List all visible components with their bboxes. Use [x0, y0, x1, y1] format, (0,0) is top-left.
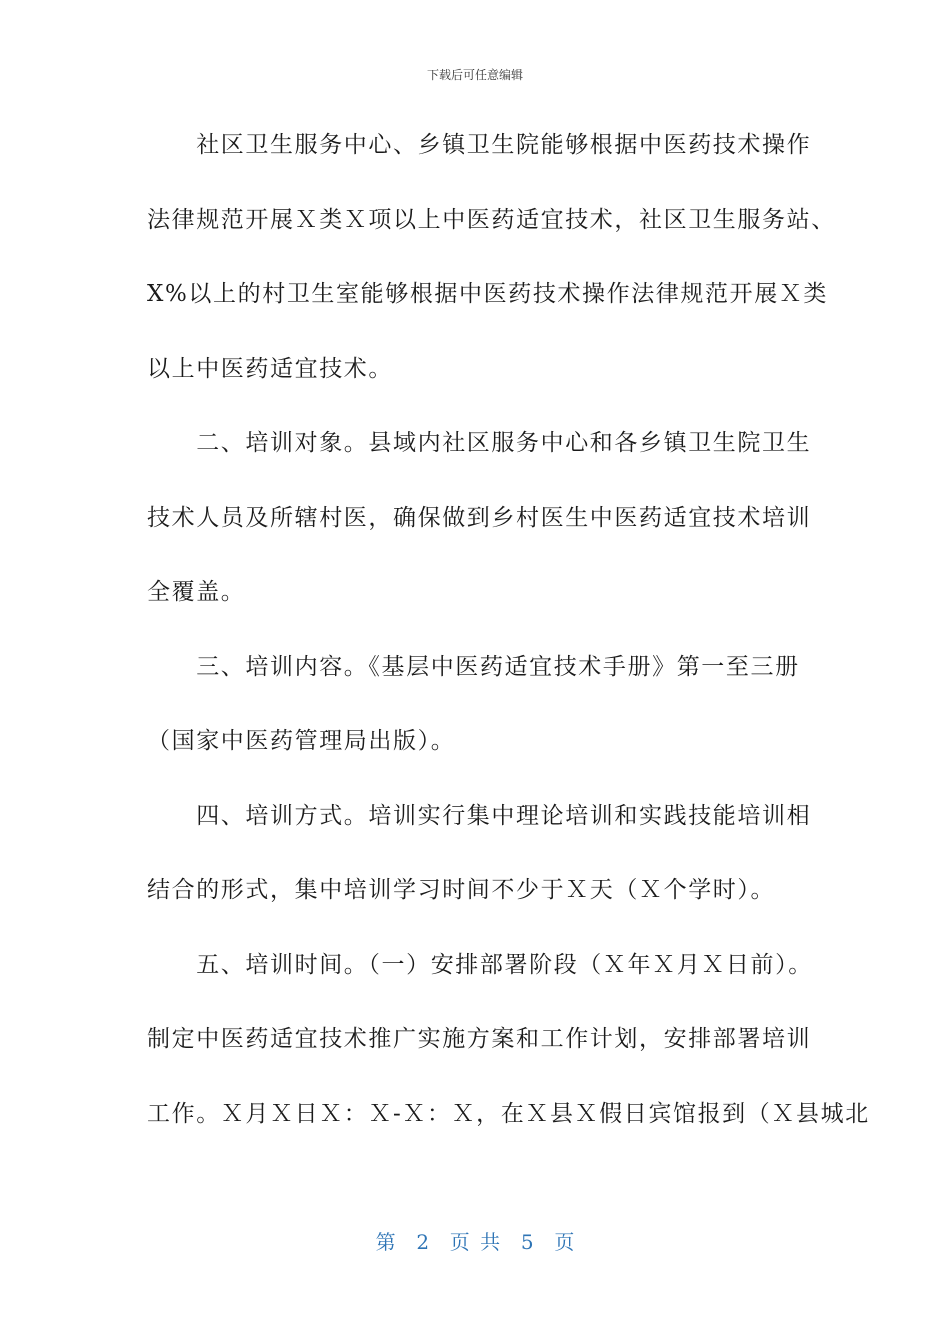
body-line: X%以上的村卫生室能够根据中医药技术操作法律规范开展Ｘ类: [147, 281, 829, 307]
body-line: （国家中医药管理局出版）。: [147, 728, 456, 754]
body-line: 全覆盖。: [147, 579, 246, 605]
page-number-label: 第 2 页 共 5 页: [375, 1230, 575, 1254]
body-line: 工作。Ｘ月Ｘ日Ｘ：Ｘ-Ｘ：Ｘ，在Ｘ县Ｘ假日宾馆报到（Ｘ县城北: [147, 1100, 870, 1127]
header-note: 下载后可任意编辑: [426, 68, 523, 82]
body-line: 社区卫生服务中心、乡镇卫生院能够根据中医药技术操作: [147, 132, 812, 158]
body-line: 五、培训时间。（一）安排部署阶段（Ｘ年Ｘ月Ｘ日前）。: [147, 951, 813, 978]
document-body: [147, 126, 870, 1169]
body-line: 技术人员及所辖村医，确保做到乡村医生中医药适宜技术培训: [147, 504, 812, 531]
body-line: 四、培训方式。培训实行集中理论培训和实践技能培训相: [147, 802, 812, 829]
body-line: 制定中医药适宜技术推广实施方案和工作计划，安排部署培训: [147, 1026, 812, 1052]
body-line: 以上中医药适宜技术。: [147, 355, 393, 382]
body-line: 三、培训内容。《基层中医药适宜技术手册》第一至三册: [147, 653, 800, 680]
body-line: 二、培训对象。县域内社区服务中心和各乡镇卫生院卫生: [147, 430, 812, 456]
page-number-footer: [0, 1226, 950, 1255]
body-line: 法律规范开展Ｘ类Ｘ项以上中医药适宜技术，社区卫生服务站、: [147, 206, 836, 233]
body-line: 结合的形式，集中培训学习时间不少于Ｘ天（Ｘ个学时）。: [147, 877, 776, 903]
